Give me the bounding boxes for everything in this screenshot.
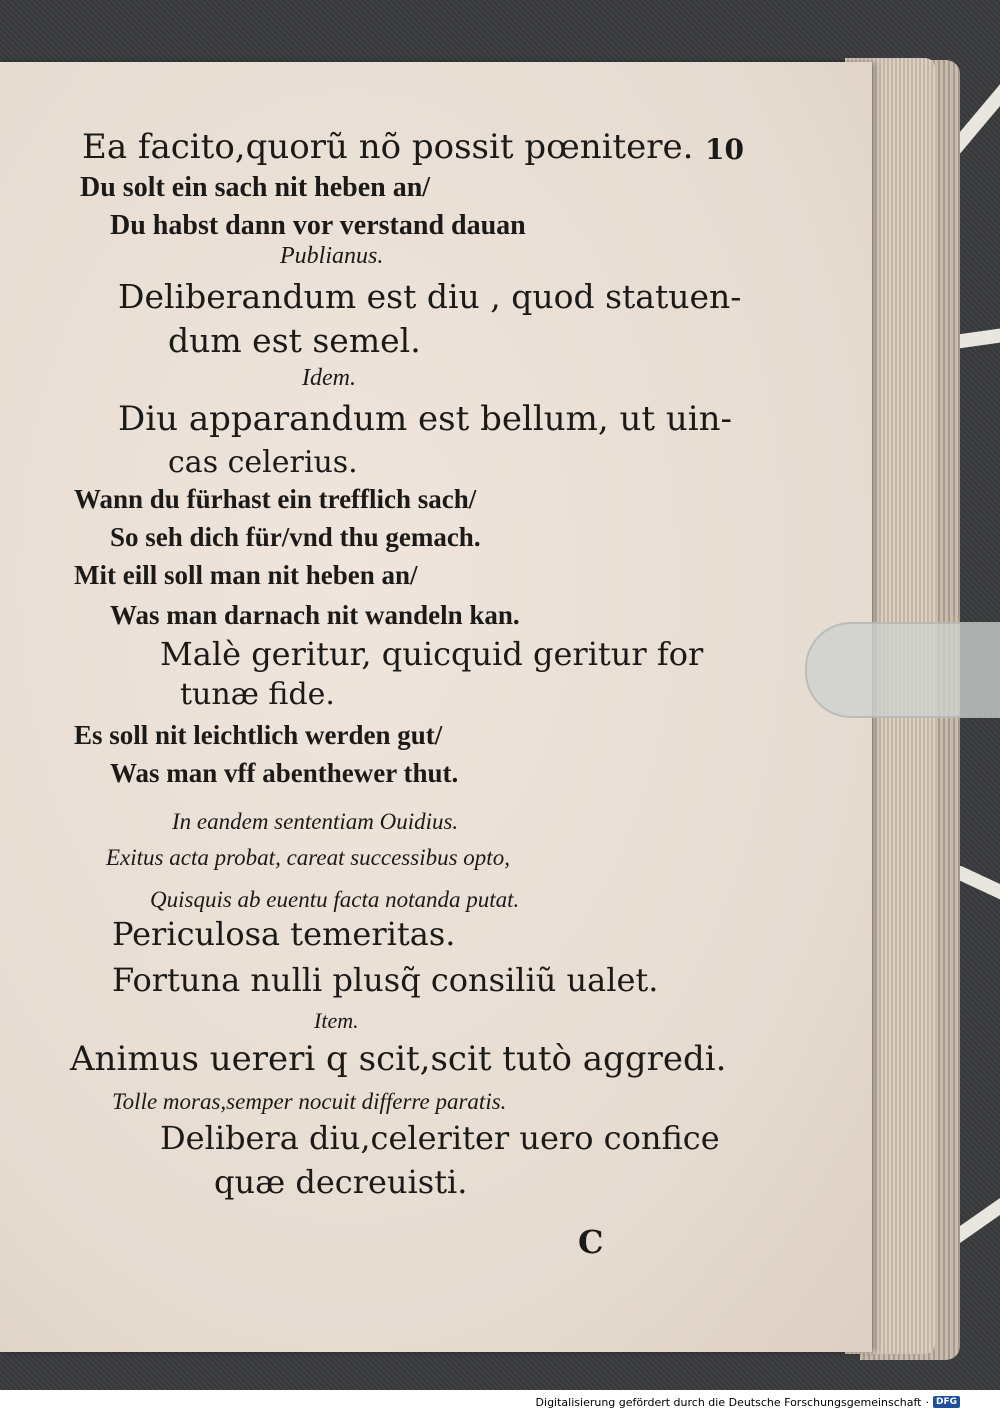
text-line: tunæ fide. bbox=[180, 677, 335, 712]
text-line: Tolle moras,semper nocuit differre paratis. bbox=[112, 1089, 507, 1114]
text-line: Du solt ein sach nit heben an/ bbox=[80, 172, 431, 203]
text-line: Item. bbox=[314, 1008, 359, 1033]
text-line: Mit eill soll man nit heben an/ bbox=[74, 560, 418, 590]
book-clip bbox=[805, 622, 1000, 718]
text-line: quæ decreuisti. bbox=[214, 1163, 468, 1201]
signature-mark: C bbox=[578, 1223, 604, 1261]
text-line: Diu apparandum est bellum, ut uin- bbox=[118, 399, 732, 439]
footer-separator: · bbox=[925, 1395, 929, 1409]
text-line: Wann du fürhast ein trefflich sach/ bbox=[74, 484, 477, 514]
text-line: dum est semel. bbox=[168, 321, 421, 360]
footer-text: Digitalisierung gefördert durch die Deutsche Forschungsgemeinschaft bbox=[535, 1395, 922, 1409]
text-line: Was man darnach nit wandeln kan. bbox=[110, 600, 520, 630]
text-line: Animus uereri q scit,scit tutò aggredi. bbox=[70, 1039, 727, 1079]
text-line: Publianus. bbox=[280, 243, 384, 269]
text-line: Ea facito,quorũ nõ possit pœnitere. bbox=[82, 127, 694, 167]
text-line: Quisquis ab euentu facta notanda putat. bbox=[150, 887, 520, 912]
dfg-logo-icon: DFG bbox=[933, 1396, 960, 1408]
text-line: Was man vff abenthewer thut. bbox=[110, 758, 459, 788]
folio-number: 10 bbox=[705, 133, 744, 166]
text-line: Deliberandum est diu , quod statuen- bbox=[118, 277, 742, 316]
text-line: So seh dich für/vnd thu gemach. bbox=[110, 522, 481, 552]
text-line: Idem. bbox=[302, 365, 356, 391]
text-line: Es soll nit leichtlich werden gut/ bbox=[74, 720, 443, 750]
text-line: Du habst dann vor verstand dauan bbox=[110, 210, 526, 241]
text-line: Exitus acta probat, careat successibus opto, bbox=[106, 845, 510, 870]
page-text bbox=[0, 62, 872, 1352]
text-line: Periculosa temeritas. bbox=[112, 915, 456, 953]
book-page bbox=[0, 62, 872, 1352]
footer-credit bbox=[536, 1395, 960, 1409]
text-line: Delibera diu,celeriter uero confice bbox=[160, 1119, 720, 1157]
text-line: Fortuna nulli plusq̃ consiliũ ualet. bbox=[112, 961, 659, 999]
text-line: Malè geritur, quicquid geritur for bbox=[160, 635, 704, 673]
text-line: cas celerius. bbox=[168, 445, 358, 480]
text-line: In eandem sententiam Ouidius. bbox=[172, 809, 459, 834]
